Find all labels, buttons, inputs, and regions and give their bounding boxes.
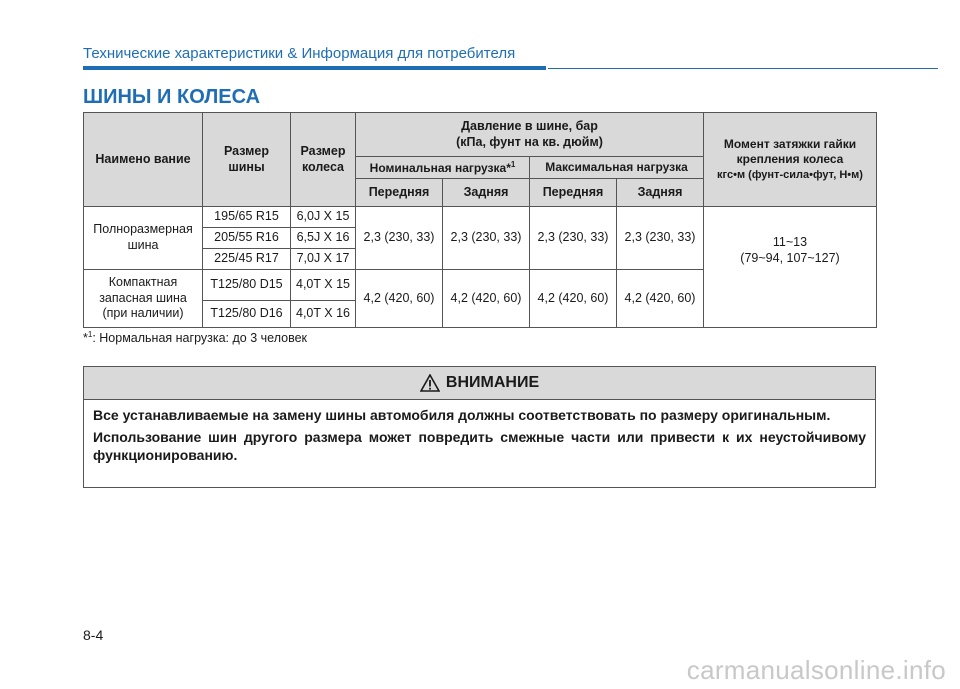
tire-size-cell: 225/45 R17 — [203, 249, 291, 270]
footnote: *$^1$: Нормальная нагрузка: до 3 человек — [83, 330, 308, 346]
page-number: 8-4 — [83, 627, 104, 643]
warning-paragraph: Все устанавливаемые на замену шины автомобиля должны соответствовать по размеру оригинальным. — [93, 407, 831, 423]
warning-triangle-icon — [420, 374, 440, 392]
pressure-cell: 4,2 (420, 60) — [356, 270, 443, 328]
wheel-size-cell: 6,0J X 15 — [291, 207, 356, 228]
section-title: ШИНЫ И КОЛЕСА — [83, 86, 261, 108]
header-wheel-size: Размер колеса — [291, 113, 356, 207]
tire-wheel-table — [83, 112, 877, 328]
warning-paragraph: Использование шин другого размера может повредить смежные части или привести к их неустойчивому функционированию. — [93, 429, 866, 463]
header-rear-max: Задняя — [617, 179, 704, 207]
warning-header — [84, 367, 875, 400]
header-pressure: Давление в шине, бар (кПа, фунт на кв. дюйм) — [356, 113, 704, 157]
wheel-size-cell: 6,5J X 16 — [291, 228, 356, 249]
warning-title: ВНИМАНИЕ — [445, 374, 540, 391]
header-rear-nominal: Задняя — [443, 179, 530, 207]
header-nominal-load: Номинальная нагрузка*$^1$ — [356, 157, 530, 179]
header-title: Технические характеристики & Информация для потребителя — [83, 45, 516, 62]
pressure-cell: 4,2 (420, 60) — [617, 270, 704, 328]
pressure-cell: 2,3 (230, 33) — [443, 207, 530, 270]
header-torque: Момент затяжки гайки крепления колеса кгс•м (фунт-сила•фут, Н•м) — [704, 113, 877, 207]
header-bar-thick — [83, 66, 546, 70]
wheel-size-cell: 4,0T X 16 — [291, 301, 356, 328]
header-front-nominal: Передняя — [356, 179, 443, 207]
warning-body — [84, 400, 875, 464]
tire-size-cell: 205/55 R16 — [203, 228, 291, 249]
header-bar-thin — [548, 68, 938, 69]
header-name: Наимено вание — [84, 113, 203, 207]
fullsize-label: Полноразмерная шина — [84, 207, 203, 270]
watermark: carmanualsonline.info — [686, 655, 946, 685]
warning-box — [83, 366, 876, 488]
pressure-cell: 4,2 (420, 60) — [443, 270, 530, 328]
tire-size-cell: T125/80 D15 — [203, 270, 291, 301]
pressure-cell: 4,2 (420, 60) — [530, 270, 617, 328]
tire-size-cell: 195/65 R15 — [203, 207, 291, 228]
torque-cell: 11~13 (79~94, 107~127) — [704, 207, 877, 328]
wheel-size-cell: 7,0J X 17 — [291, 249, 356, 270]
pressure-cell: 2,3 (230, 33) — [530, 207, 617, 270]
pressure-cell: 2,3 (230, 33) — [356, 207, 443, 270]
header-tire-size: Размер шины — [203, 113, 291, 207]
table-row — [84, 207, 877, 228]
tire-size-cell: T125/80 D16 — [203, 301, 291, 328]
wheel-size-cell: 4,0T X 15 — [291, 270, 356, 301]
header-max-load: Максимальная нагрузка — [530, 157, 704, 179]
compact-label: Компактная запасная шина (при наличии) — [84, 270, 203, 328]
header-front-max: Передняя — [530, 179, 617, 207]
pressure-cell: 2,3 (230, 33) — [617, 207, 704, 270]
